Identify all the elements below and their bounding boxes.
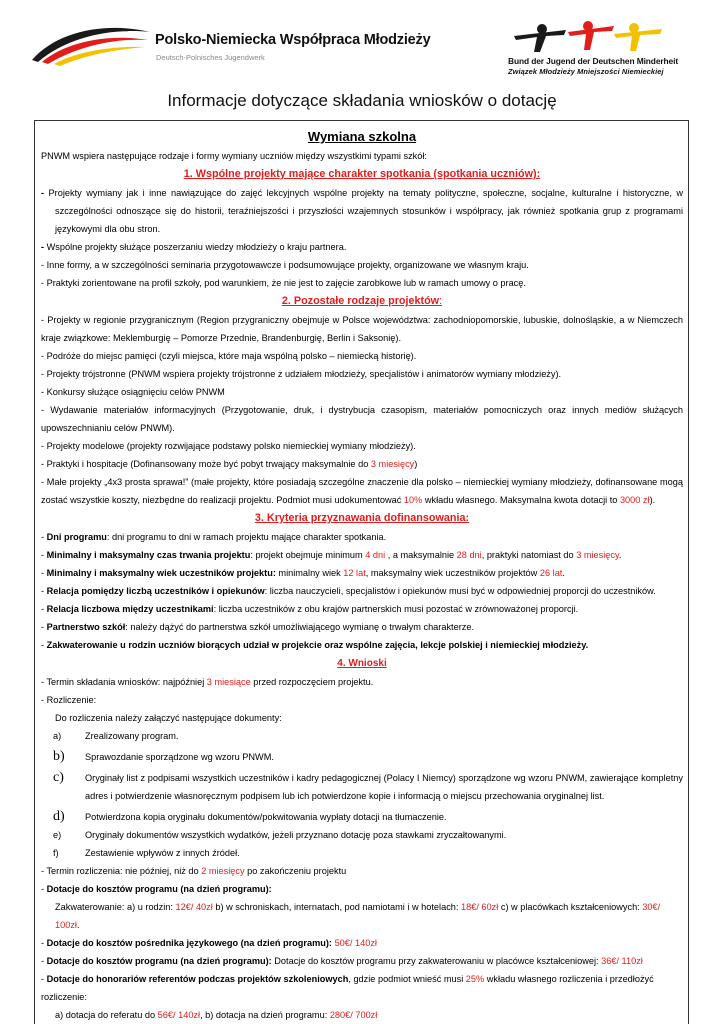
doc-list-marker: e) — [53, 830, 62, 840]
doc-list-marker: d) — [53, 809, 65, 824]
s3-item-1-dash: - — [41, 532, 47, 542]
s3-item-3 — [41, 564, 683, 582]
s4-accommodation-text-b: b) w schroniskach, internatach, pod namiotami i w hotelach: — [212, 902, 461, 912]
s3-item-7 — [41, 636, 683, 654]
s2-item-8-value-1: 10% — [403, 495, 423, 505]
section-4-heading: 4. Wnioski — [337, 658, 387, 669]
s4-speaker-fees-label: Dotacje do honorariów referentów podczas projektów szkoleniowych — [46, 974, 349, 984]
s4-settlement-deadline-text-b: po zakończeniu projektu — [244, 866, 347, 876]
s2-item-7-value: 3 miesięcy — [370, 459, 415, 469]
s3-item-5 — [41, 600, 683, 618]
s2-item-2: - Podróże do miejsc pamięci (czyli miejsca, które maja wspólną polsko – niemiecką historię). — [41, 351, 417, 361]
s3-item-2-label: Minimalny i maksymalny czas trwania projektu — [46, 550, 251, 560]
s3-item-6 — [41, 618, 683, 636]
bjdm-logo-name-pl: Związek Młodzieży Mniejszości Niemieckiej — [508, 67, 664, 76]
s4-deadline-value: 3 miesiące — [206, 677, 251, 687]
s4-speaker-fees-detail-value-2: 280€/ 700zł — [329, 1010, 378, 1020]
s4-program-grants — [41, 880, 683, 898]
bjdm-logo-name-de: Bund der Jugend der Deutschen Minderheit — [508, 56, 679, 66]
s4-accommodation-text-c: c) w placówkach kształceniowych: — [498, 902, 643, 912]
doc-list-marker: c) — [53, 770, 64, 785]
s4-accommodation-value-2: 18€/ 60zł — [461, 902, 499, 912]
s1-item-1-bullet: - — [41, 188, 49, 198]
section-2-heading-colon: : — [439, 295, 443, 307]
s2-item-6: - Projekty modelowe (projekty rozwijające podstawy polsko niemieckiej wymiany młodzieży). — [41, 441, 416, 451]
s3-item-2-text-a: : projekt obejmuje minimum — [250, 550, 366, 560]
s4-deadline — [41, 673, 683, 691]
s1-item-3: - Inne formy, a w szczególności seminaria przygotowawcze i podsumowujące projekty, organizowane we własnym kraju. — [41, 260, 529, 270]
section-2-heading — [41, 292, 683, 311]
s3-item-1-label: Dni programu — [46, 532, 107, 542]
doc-list-text: Zrealizowany program. — [85, 731, 179, 741]
s4-speaker-fees-detail — [41, 1006, 683, 1024]
s4-program-grants-2-dash: - — [41, 956, 47, 966]
s4-speaker-fees-text-a: , gdzie podmiot wnieść musi — [348, 974, 466, 984]
doc-list-text: Zestawienie wpływów z innych źródeł. — [85, 848, 240, 858]
s4-interpreter-grants-dash: - — [41, 938, 47, 948]
doc-list-item-d — [41, 808, 683, 826]
s3-item-6-label: Partnerstwo szkół — [46, 622, 126, 632]
document-title: Informacje dotyczące składania wniosków o dotację — [167, 91, 557, 110]
s2-item-7-text-b: ) — [414, 459, 418, 469]
doc-list-marker: b) — [53, 749, 65, 764]
s4-accommodation-value-3: 30€/ 100zł — [55, 902, 661, 930]
s3-item-6-dash: - — [41, 622, 47, 632]
s4-speaker-fees-text-b: wkładu własnego rozliczenia i przedłożyć rozliczenie: — [41, 974, 654, 1002]
s3-item-2-dash: - — [41, 550, 47, 560]
s3-item-2-value-2: 28 dni — [456, 550, 482, 560]
s4-accommodation-text-a: Zakwaterowanie: a) u rodzin: — [55, 902, 176, 912]
s4-program-grants-label: Dotacje do kosztów programu (na dzień programu): — [46, 884, 272, 894]
s3-item-5-text: : liczba uczestników z obu krajów partnerskich musi pozostać w zrównoważonej proporcji. — [213, 604, 579, 614]
bjdm-figures-icon — [506, 20, 696, 56]
s2-item-8 — [41, 473, 683, 509]
doc-list-item-c — [41, 769, 683, 805]
s4-program-grants-2-label: Dotacje do kosztów programu (na dzień programu): — [46, 956, 272, 966]
intro-paragraph: PNWM wspiera następujące rodzaje i formy wymiany uczniów między wszystkimi typami szkół: — [41, 151, 427, 161]
doc-list-text: Oryginały list z podpisami wszystkich uczestników i kadry pedagogicznej (Polacy I Niemcy) sporządzone wg wzoru PNWM, zawierające kompletny adres i potwierdzenie własnoręcznym podpisem lub ich potwierdzone kopie i informacją o miejscu przechowania oryginalnej list. — [85, 773, 683, 801]
s1-item-1 — [41, 184, 683, 238]
s4-speaker-fees-detail-text-b: , b) dotacja na dzień programu: — [200, 1010, 330, 1020]
s1-item-2 — [41, 238, 683, 256]
section-2-heading-text: 2. Pozostałe rodzaje projektów — [281, 295, 440, 307]
doc-list-text: Potwierdzona kopia oryginału dokumentów/pokwitowania wypłaty dotacji na tłumaczenie. — [85, 812, 447, 822]
main-heading: Wymiana szkolna — [307, 129, 417, 144]
s4-program-grants-2 — [41, 952, 683, 970]
s4-settlement: - Rozliczenie: — [41, 695, 97, 705]
s3-item-2-text-c: , praktyki natomiast do — [481, 550, 577, 560]
doc-list-marker: a) — [53, 731, 62, 741]
s3-item-7-label: Zakwaterowanie u rodzin uczniów biorących udział w projekcie oraz wspólne zajęcia, lekcje polskiej i niemieckiej młodzieży. — [46, 640, 589, 650]
s2-item-4: - Konkursy służące osiągnięciu celów PNWM — [41, 387, 225, 397]
s3-item-5-label: Relacja liczbowa między uczestnikami — [46, 604, 214, 614]
bjdm-logo — [506, 20, 696, 80]
s3-item-5-dash: - — [41, 604, 47, 614]
s4-settlement-deadline — [41, 862, 683, 880]
s4-program-grants-2-value: 36€/ 110zł — [601, 956, 643, 966]
doc-list-item-f — [41, 844, 683, 862]
s3-item-4 — [41, 582, 683, 600]
s3-item-1-text: : dni programu to dni w ramach projektu mające charakter spotkania. — [106, 532, 387, 542]
s4-speaker-fees-value: 25% — [465, 974, 485, 984]
s2-item-7 — [41, 455, 683, 473]
s4-program-grants-2-text: Dotacje do kosztów programu przy zakwaterowaniu w placówce kształceniowej: — [271, 956, 602, 966]
s4-settlement-deadline-text-a: - Termin rozliczenia: nie później, niż do — [41, 866, 202, 876]
s3-item-3-label: Minimalny i maksymalny wiek uczestników projektu: — [46, 568, 276, 578]
content-frame — [34, 120, 689, 1024]
s4-accommodation-text-d: . — [76, 920, 80, 930]
section-3-heading: 3. Kryteria przyznawania dofinansowania: — [254, 512, 470, 524]
s3-item-1 — [41, 528, 683, 546]
s3-item-3-dash: - — [41, 568, 47, 578]
doc-list-item-b — [41, 748, 683, 766]
s1-item-2-text: Wspólne projekty służące poszerzaniu wiedzy młodzieży o kraju partnera. — [46, 242, 347, 252]
pnwm-logo-name: Polsko-Niemiecka Współpraca Młodzieży — [155, 32, 431, 48]
doc-list-item-a — [41, 727, 683, 745]
section-1-heading: 1. Wspólne projekty mające charakter spotkania (spotkania uczniów): — [183, 168, 541, 180]
s1-item-1-text: Projekty wymiany jak i inne nawiązujące do zajęć lekcyjnych wspólne projekty na tematy polityczne, społeczne, socjalne, kulturalne i historyczne, w szczególności odnoszące się do historii, teraźniejszości i przyszłości wzajemnych stosunków i współpracy, jak również spotkania grup z programami językowymi dla obu stron. — [48, 188, 683, 234]
s3-item-4-label: Relacja pomiędzy liczbą uczestników i opiekunów — [46, 586, 265, 596]
s2-item-1: - Projekty w regionie przygranicznym (Region przygraniczny obejmuje w Polsce województwa: zachodniopomorskie, lubuskie, dolnośląskie, a w Niemczech kraje związkowe: Meklemburgię – Pomorze Przednie, Brandenburgię, Berlin i Saksonię). — [41, 315, 683, 343]
s4-settlement-intro: Do rozliczenia należy załączyć następujące dokumenty: — [55, 713, 282, 723]
s3-item-6-text: : należy dążyć do partnerstwa szkół umożliwiającego wymianę o trwałym charakterze. — [125, 622, 475, 632]
s4-speaker-fees — [41, 970, 683, 1006]
s3-item-2-value-1: 4 dni — [365, 550, 386, 560]
page-header — [0, 0, 724, 88]
s2-item-8-text-a: - Małe projekty „4x3 prosta sprawa!” (małe projekty, które posiadają szczególne znaczenie dla polsko – niemieckiej wymiany młodzieży, dofinansowane mogą zostać wszystkie koszty, niezbędne do realizacji projektu. Podmiot musi udokumentować — [41, 477, 683, 505]
pnwm-swoosh-icon — [28, 20, 153, 68]
doc-list-item-e — [41, 826, 683, 844]
s2-item-3: - Projekty trójstronne (PNWM wspiera projekty trójstronne z udziałem młodzieży, specjalistów i animatorów wymiany młodzieży). — [41, 369, 562, 379]
s4-deadline-text-b: przed rozpoczęciem projektu. — [250, 677, 374, 687]
s3-item-2-text-b: , a maksymalnie — [385, 550, 457, 560]
s3-item-4-text: : liczba nauczycieli, specjalistów i opiekunów musi być w odpowiedniej proporcji do uczestników. — [264, 586, 656, 596]
document-body — [41, 127, 683, 1024]
s4-speaker-fees-detail-text-a: a) dotacja do referatu do — [55, 1010, 158, 1020]
s4-deadline-text-a: - Termin składania wniosków: najpóźniej — [41, 677, 207, 687]
s4-settlement-deadline-value: 2 miesięcy — [201, 866, 245, 876]
s2-item-5: - Wydawanie materiałów informacyjnych (Przygotowanie, druk, i dystrybucja czasopism, materiałów pomocniczych oraz innych mediów służących upowszechnianiu celów PNWM). — [41, 405, 683, 433]
s1-item-4: - Praktyki zorientowane na profil szkoły, pod warunkiem, że nie jest to zajęcie zarobkowe lub w ramach umowy o pracę. — [41, 278, 526, 288]
s2-item-8-text-b: wkładu własnego. Maksymalna kwota dotacji to — [422, 495, 620, 505]
s3-item-3-text-b: , maksymalny wiek uczestników projektów — [365, 568, 540, 578]
doc-list-text: Oryginały dokumentów wszystkich wydatków, jeżeli przyznano dotację poza stawkami zryczałtowanymi. — [85, 830, 507, 840]
s4-interpreter-grants — [41, 934, 683, 952]
s2-item-8-value-2: 3000 zł — [619, 495, 650, 505]
s4-speaker-fees-dash: - — [41, 974, 47, 984]
s3-item-2-text-d: . — [618, 550, 622, 560]
s1-item-2-bullet: - — [41, 242, 47, 252]
pnwm-logo-subtitle: Deutsch-Polnisches Jugendwerk — [156, 53, 265, 62]
s3-item-2-value-3: 3 miesięcy — [576, 550, 619, 560]
s3-item-3-value-2: 26 lat — [539, 568, 563, 578]
s4-interpreter-grants-label: Dotacje do kosztów pośrednika językowego (na dzień programu): — [46, 938, 332, 948]
s3-item-3-value-1: 12 lat — [343, 568, 366, 578]
doc-list-text: Sprawozdanie sporządzone wg wzoru PNWM. — [85, 752, 274, 762]
s3-item-3-text-c: . — [562, 568, 565, 578]
s4-program-grants-dash: - — [41, 884, 47, 894]
s4-interpreter-grants-value: 50€/ 140zł — [334, 938, 377, 948]
s3-item-2 — [41, 546, 683, 564]
s2-item-8-text-c: ). — [649, 495, 656, 505]
s4-accommodation — [41, 898, 683, 934]
doc-list-marker: f) — [53, 848, 59, 858]
s4-accommodation-value-1: 12€/ 40zł — [175, 902, 213, 912]
pnwm-logo — [28, 20, 431, 70]
s4-speaker-fees-detail-value-1: 56€/ 140zł — [157, 1010, 201, 1020]
s3-item-4-dash: - — [41, 586, 47, 596]
s3-item-7-dash: - — [41, 640, 47, 650]
s3-item-3-text-a: minimalny wiek — [275, 568, 344, 578]
s2-item-7-text-a: - Praktyki i hospitacje (Dofinansowany może być pobyt trwający maksymalnie do — [41, 459, 371, 469]
